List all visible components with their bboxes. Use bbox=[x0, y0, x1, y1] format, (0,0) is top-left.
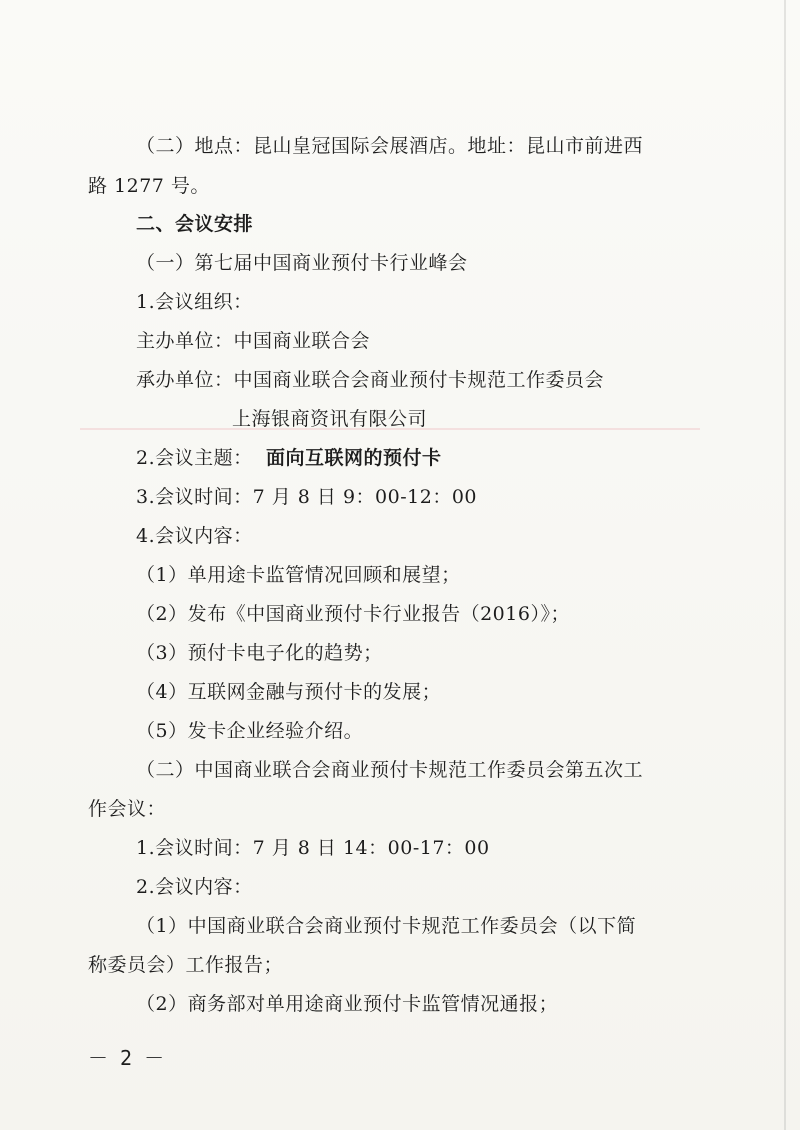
list-item: 承办单位：中国商业联合会商业预付卡规范工作委员会 bbox=[136, 369, 605, 391]
list-item: 4.会议内容： bbox=[136, 525, 253, 547]
page-number: － 2 － bbox=[88, 1046, 165, 1070]
subsection-heading: （一）第七届中国商业预付卡行业峰会 bbox=[136, 252, 468, 274]
list-item: 2.会议内容： bbox=[136, 876, 253, 898]
list-item: 3.会议时间：7 月 8 日 9：00-12：00 bbox=[136, 486, 478, 508]
list-item: 上海银商资讯有限公司 bbox=[232, 408, 428, 430]
list-item: （5）发卡企业经验介绍。 bbox=[136, 720, 364, 742]
list-item: 主办单位：中国商业联合会 bbox=[136, 330, 371, 352]
subsection-heading: （二）中国商业联合会商业预付卡规范工作委员会第五次工 bbox=[136, 759, 644, 781]
list-item: （2）发布《中国商业预付卡行业报告（2016）》； bbox=[136, 603, 570, 625]
list-item-continued: 称委员会）工作报告； bbox=[88, 954, 284, 976]
location-line: （二）地点：昆山皇冠国际会展酒店。地址：昆山市前进西 bbox=[136, 135, 644, 157]
list-item: （4）互联网金融与预付卡的发展； bbox=[136, 681, 442, 703]
list-item: 1.会议时间：7 月 8 日 14：00-17：00 bbox=[136, 837, 490, 859]
list-item: 1.会议组织： bbox=[136, 291, 253, 313]
list-item: （2）商务部对单用途商业预付卡监管情况通报； bbox=[136, 993, 559, 1015]
address-line: 路 1277 号。 bbox=[88, 175, 210, 197]
list-item: （3）预付卡电子化的趋势； bbox=[136, 642, 383, 664]
list-item: （1）中国商业联合会商业预付卡规范工作委员会（以下简 bbox=[136, 915, 637, 937]
list-item: 2.会议主题： bbox=[136, 447, 253, 469]
meeting-theme: 面向互联网的预付卡 bbox=[266, 447, 442, 469]
subsection-heading-continued: 作会议： bbox=[88, 798, 167, 820]
list-item: （1）单用途卡监管情况回顾和展望； bbox=[136, 564, 461, 586]
section-heading: 二、会议安排 bbox=[136, 213, 254, 235]
